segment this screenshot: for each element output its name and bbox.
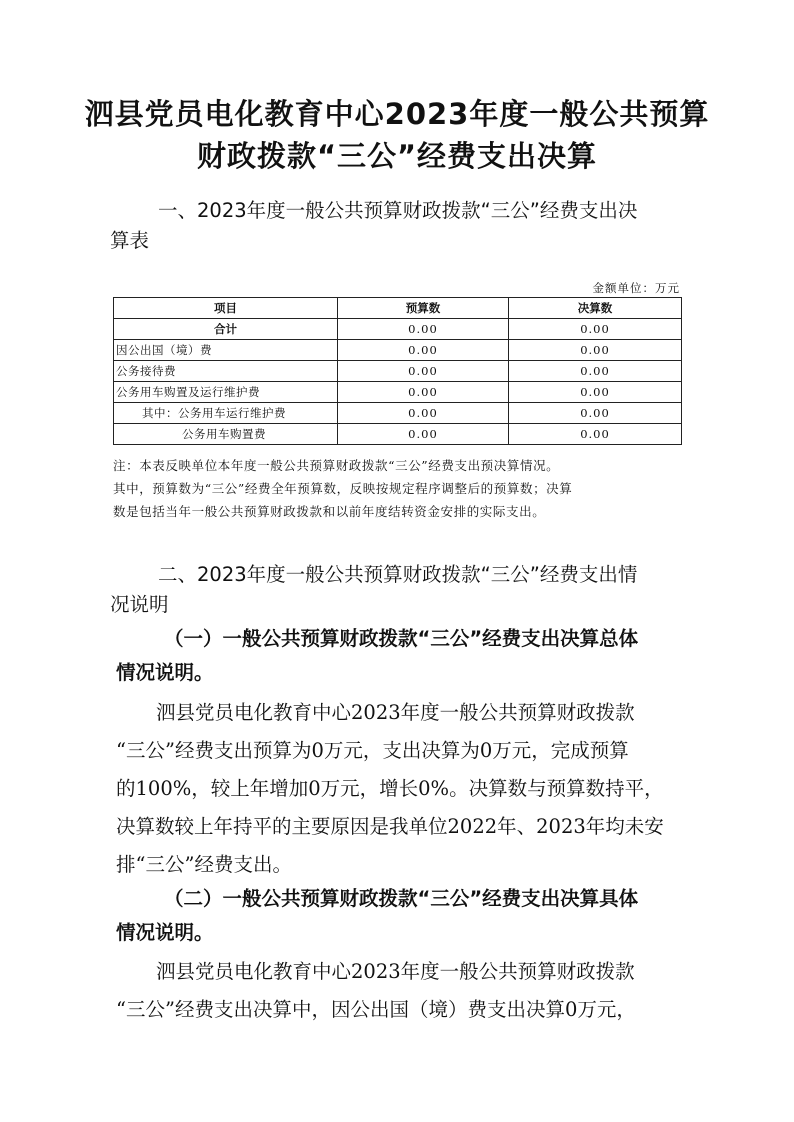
section2-heading-line2: 况说明 [110,593,169,616]
table-row [114,382,682,403]
table-note [113,454,687,523]
table-note-line1: 注：本表反映单位本年度一般公共预算财政拨款“三公”经费支出预决算情况。 [113,458,560,473]
section1-heading-line2: 算表 [110,229,150,252]
header-budget: 预算数 [337,298,508,319]
subsection2-heading [116,882,686,950]
row-final: 0.00 [508,424,681,445]
paragraph-detail [116,953,690,1029]
row-final: 0.00 [508,361,681,382]
table-note-line3: 数是包括当年一般公共预算财政拨款和以前年度结转资金安排的实际支出。 [113,504,546,519]
row-label: 合计 [114,319,338,340]
row-budget: 0.00 [337,382,508,403]
table-row [114,361,682,382]
paragraph-overall [116,694,690,884]
subsection1-heading [116,622,686,690]
row-budget: 0.00 [337,319,508,340]
section2-heading [110,560,690,620]
row-budget: 0.00 [337,403,508,424]
row-budget: 0.00 [337,340,508,361]
subsection1-heading-line2: 情况说明。 [116,661,214,684]
row-label: 公务用车购置费 [114,424,338,445]
row-budget: 0.00 [337,361,508,382]
subsection2-heading-line1: （二）一般公共预算财政拨款“三公”经费支出决算具体 [164,887,639,910]
subsection1-heading-line1: （一）一般公共预算财政拨款“三公”经费支出决算总体 [164,627,639,650]
amount-unit-label: 金额单位：万元 [592,281,680,295]
paragraph-overall-line5: 排“三公”经费支出。 [116,853,292,876]
table-header-row [114,298,682,319]
three-public-expense-table [113,297,682,445]
row-final: 0.00 [508,382,681,403]
section1-heading-line1: 一、2023年度一般公共预算财政拨款“三公”经费支出决 [158,199,638,222]
header-final: 决算数 [508,298,681,319]
document-title-line2: 财政拨款“三公”经费支出决算 [196,139,598,173]
paragraph-detail-line1: 泗县党员电化教育中心2023年度一般公共预算财政拨款 [156,960,635,983]
row-label: 其中：公务用车运行维护费 [114,403,338,424]
row-final: 0.00 [508,403,681,424]
row-label: 公务接待费 [114,361,338,382]
table-row [114,403,682,424]
paragraph-overall-line2: “三公”经费支出预算为0万元，支出决算为0万元，完成预算 [116,739,629,762]
section1-heading [110,196,690,256]
table-row [114,340,682,361]
paragraph-overall-line4: 决算数较上年持平的主要原因是我单位2022年、2023年均未安 [116,815,664,838]
table-row [114,424,682,445]
table-note-line2: 其中，预算数为“三公”经费全年预算数，反映按规定程序调整后的预算数；决算 [113,481,573,496]
subsection2-heading-line2: 情况说明。 [116,921,214,944]
section2-heading-line1: 二、2023年度一般公共预算财政拨款“三公”经费支出情 [158,563,638,586]
row-final: 0.00 [508,340,681,361]
row-budget: 0.00 [337,424,508,445]
header-item: 项目 [114,298,338,319]
document-title-line1: 泗县党员电化教育中心2023年度一般公共预算 [84,97,710,131]
row-label: 因公出国（境）费 [114,340,338,361]
paragraph-overall-line1: 泗县党员电化教育中心2023年度一般公共预算财政拨款 [156,701,635,724]
table-row [114,319,682,340]
paragraph-detail-line2: “三公”经费支出决算中，因公出国（境）费支出决算0万元， [116,998,636,1021]
row-final: 0.00 [508,319,681,340]
row-label: 公务用车购置及运行维护费 [114,382,338,403]
paragraph-overall-line3: 的100%，较上年增加0万元，增长0%。决算数与预算数持平， [116,777,664,800]
